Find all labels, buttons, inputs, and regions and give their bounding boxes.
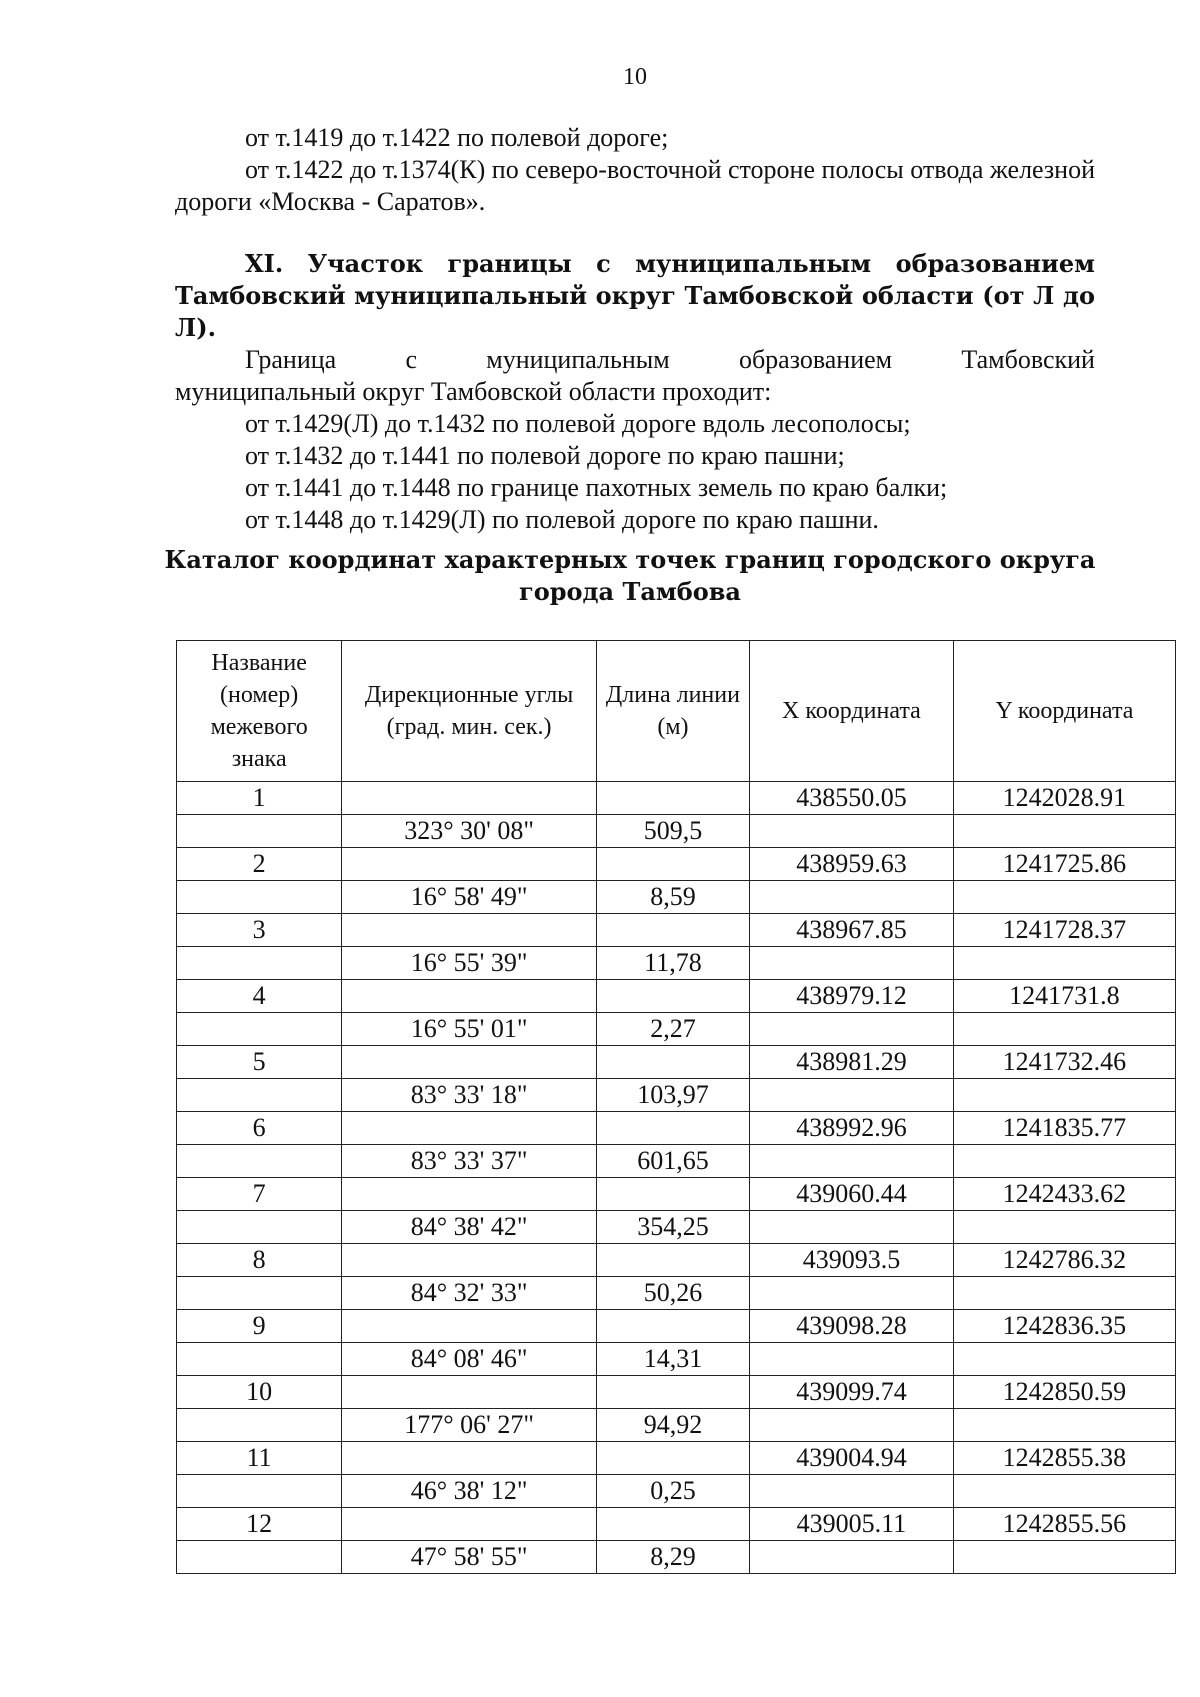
cell-x-coordinate	[750, 1475, 954, 1508]
cell-line-length	[596, 1178, 749, 1211]
heading-word: XI.	[245, 249, 284, 278]
cell-direction-angle	[342, 1244, 597, 1277]
cell-mark-name: 9	[177, 1310, 342, 1343]
cell-y-coordinate	[953, 1079, 1175, 1112]
section-heading	[175, 248, 1095, 344]
cell-direction-angle: 47° 58' 55"	[342, 1541, 597, 1574]
cell-mark-name: 11	[177, 1442, 342, 1475]
cell-direction-angle	[342, 1046, 597, 1079]
heading-word: с	[596, 249, 611, 278]
cell-y-coordinate	[953, 1475, 1175, 1508]
cell-x-coordinate: 439098.28	[750, 1310, 954, 1343]
table-row	[177, 1376, 1176, 1409]
cell-y-coordinate: 1241732.46	[953, 1046, 1175, 1079]
cell-x-coordinate: 439004.94	[750, 1442, 954, 1475]
body-word: образованием	[738, 345, 893, 374]
cell-x-coordinate	[750, 1343, 954, 1376]
cell-x-coordinate	[750, 1211, 954, 1244]
cell-direction-angle: 83° 33' 37"	[342, 1145, 597, 1178]
header-line-length: Длина линии (м)	[596, 641, 749, 782]
cell-line-length: 2,27	[596, 1013, 749, 1046]
cell-mark-name: 4	[177, 980, 342, 1013]
cell-direction-angle	[342, 848, 597, 881]
cell-direction-angle: 46° 38' 12"	[342, 1475, 597, 1508]
heading-word: образованием	[895, 249, 1095, 278]
cell-mark-name	[177, 815, 342, 848]
cell-y-coordinate: 1242850.59	[953, 1376, 1175, 1409]
coordinates-table	[176, 640, 1176, 1574]
cell-y-coordinate: 1242855.56	[953, 1508, 1175, 1541]
cell-mark-name	[177, 1541, 342, 1574]
table-row	[177, 1442, 1176, 1475]
table-row	[177, 914, 1176, 947]
table-row	[177, 1013, 1176, 1046]
cell-direction-angle	[342, 1178, 597, 1211]
cell-direction-angle: 84° 32' 33"	[342, 1277, 597, 1310]
cell-line-length	[596, 1508, 749, 1541]
cell-direction-angle: 84° 38' 42"	[342, 1211, 597, 1244]
cell-direction-angle	[342, 914, 597, 947]
cell-line-length	[596, 1376, 749, 1409]
cell-line-length	[596, 1310, 749, 1343]
section-xi	[175, 248, 1095, 536]
cell-mark-name: 8	[177, 1244, 342, 1277]
cell-y-coordinate	[953, 947, 1175, 980]
cell-x-coordinate: 438981.29	[750, 1046, 954, 1079]
boundary-segment: от т.1429(Л) до т.1432 по полевой дороге вдоль лесополосы;	[245, 409, 911, 438]
cell-x-coordinate	[750, 1277, 954, 1310]
cell-y-coordinate	[953, 1211, 1175, 1244]
cell-line-length	[596, 980, 749, 1013]
table-row	[177, 815, 1176, 848]
table-row	[177, 1508, 1176, 1541]
cell-mark-name	[177, 1475, 342, 1508]
cell-x-coordinate: 439060.44	[750, 1178, 954, 1211]
cell-x-coordinate: 439099.74	[750, 1376, 954, 1409]
cell-line-length: 11,78	[596, 947, 749, 980]
cell-line-length: 94,92	[596, 1409, 749, 1442]
cell-direction-angle	[342, 1310, 597, 1343]
table-row	[177, 1277, 1176, 1310]
cell-y-coordinate: 1242855.38	[953, 1442, 1175, 1475]
cell-y-coordinate: 1241728.37	[953, 914, 1175, 947]
cell-line-length	[596, 848, 749, 881]
section-body-line1	[175, 344, 1095, 376]
cell-mark-name	[177, 1343, 342, 1376]
cell-x-coordinate	[750, 1013, 954, 1046]
section-body-line2: муниципальный округ Тамбовской области проходит:	[175, 377, 772, 406]
cell-direction-angle: 177° 06' 27"	[342, 1409, 597, 1442]
cell-y-coordinate	[953, 1145, 1175, 1178]
cell-y-coordinate	[953, 1409, 1175, 1442]
cell-direction-angle: 84° 08' 46"	[342, 1343, 597, 1376]
cell-x-coordinate: 438979.12	[750, 980, 954, 1013]
cell-x-coordinate	[750, 1145, 954, 1178]
boundary-segment: от т.1432 до т.1441 по полевой дороге по краю пашни;	[245, 441, 845, 470]
cell-line-length	[596, 914, 749, 947]
heading-word: муниципальным	[635, 249, 872, 278]
cell-mark-name: 7	[177, 1178, 342, 1211]
cell-x-coordinate: 438992.96	[750, 1112, 954, 1145]
cell-mark-name: 6	[177, 1112, 342, 1145]
table-header-row	[177, 641, 1176, 782]
heading-word: границы	[447, 249, 572, 278]
table-row	[177, 1046, 1176, 1079]
table-row	[177, 1145, 1176, 1178]
cell-mark-name: 3	[177, 914, 342, 947]
header-x-coordinate: X координата	[750, 641, 954, 782]
table-row	[177, 1475, 1176, 1508]
cell-direction-angle	[342, 782, 597, 815]
cell-line-length: 50,26	[596, 1277, 749, 1310]
cell-direction-angle	[342, 1508, 597, 1541]
cell-line-length: 0,25	[596, 1475, 749, 1508]
cell-y-coordinate: 1242028.91	[953, 782, 1175, 815]
cell-x-coordinate	[750, 947, 954, 980]
cell-y-coordinate: 1242786.32	[953, 1244, 1175, 1277]
table-row	[177, 1211, 1176, 1244]
cell-mark-name	[177, 947, 342, 980]
table-row	[177, 1178, 1176, 1211]
header-direction-angle: Дирекционные углы (град. мин. сек.)	[342, 641, 597, 782]
cell-mark-name	[177, 1079, 342, 1112]
cell-line-length	[596, 1244, 749, 1277]
cell-y-coordinate: 1242836.35	[953, 1310, 1175, 1343]
cell-mark-name	[177, 881, 342, 914]
body-word: Тамбовский	[961, 345, 1095, 374]
table-row	[177, 980, 1176, 1013]
cell-mark-name	[177, 1409, 342, 1442]
cell-line-length: 509,5	[596, 815, 749, 848]
table-row	[177, 1409, 1176, 1442]
cell-mark-name	[177, 1211, 342, 1244]
cell-x-coordinate: 439005.11	[750, 1508, 954, 1541]
intro-line: от т.1422 до т.1374(К) по северо-восточной стороне полосы отвода железной дороги «Москва - Саратов».	[175, 155, 1095, 216]
cell-line-length	[596, 782, 749, 815]
catalog-title-line1: Каталог координат характерных точек границ городского округа	[164, 545, 1096, 574]
section-heading-line2: Тамбовский муниципальный округ Тамбовской области (от Л до Л).	[175, 281, 1095, 342]
table-row	[177, 1541, 1176, 1574]
table-row	[177, 848, 1176, 881]
cell-y-coordinate	[953, 1541, 1175, 1574]
cell-line-length	[596, 1442, 749, 1475]
intro-paragraph	[175, 122, 1095, 218]
header-y-coordinate: Y координата	[953, 641, 1175, 782]
boundary-segment: от т.1441 до т.1448 по границе пахотных земель по краю балки;	[245, 473, 948, 502]
cell-x-coordinate	[750, 1409, 954, 1442]
cell-line-length: 8,29	[596, 1541, 749, 1574]
intro-line: от т.1419 до т.1422 по полевой дороге;	[245, 123, 669, 152]
cell-x-coordinate: 438550.05	[750, 782, 954, 815]
cell-y-coordinate: 1241835.77	[953, 1112, 1175, 1145]
cell-direction-angle	[342, 1112, 597, 1145]
heading-word: Участок	[307, 249, 424, 278]
cell-line-length: 354,25	[596, 1211, 749, 1244]
table-row	[177, 881, 1176, 914]
cell-mark-name: 5	[177, 1046, 342, 1079]
cell-mark-name: 10	[177, 1376, 342, 1409]
cell-x-coordinate	[750, 1079, 954, 1112]
cell-direction-angle: 16° 55' 01"	[342, 1013, 597, 1046]
cell-y-coordinate: 1242433.62	[953, 1178, 1175, 1211]
cell-mark-name	[177, 1013, 342, 1046]
cell-direction-angle	[342, 980, 597, 1013]
cell-direction-angle: 16° 58' 49"	[342, 881, 597, 914]
table-row	[177, 1244, 1176, 1277]
cell-line-length	[596, 1112, 749, 1145]
table-row	[177, 1310, 1176, 1343]
table-row	[177, 1343, 1176, 1376]
body-word: с	[405, 345, 417, 374]
table-body	[177, 782, 1176, 1574]
cell-x-coordinate	[750, 815, 954, 848]
cell-direction-angle	[342, 1376, 597, 1409]
cell-direction-angle: 16° 55' 39"	[342, 947, 597, 980]
cell-x-coordinate: 438959.63	[750, 848, 954, 881]
cell-mark-name: 12	[177, 1508, 342, 1541]
catalog-title-line2: города Тамбова	[519, 577, 741, 606]
cell-line-length: 601,65	[596, 1145, 749, 1178]
cell-mark-name	[177, 1145, 342, 1178]
boundary-segment: от т.1448 до т.1429(Л) по полевой дороге по краю пашни.	[245, 505, 879, 534]
cell-line-length: 8,59	[596, 881, 749, 914]
cell-line-length: 14,31	[596, 1343, 749, 1376]
cell-y-coordinate: 1241725.86	[953, 848, 1175, 881]
cell-y-coordinate	[953, 1277, 1175, 1310]
header-mark-name: Название (номер) межевого знака	[177, 641, 342, 782]
body-word: муниципальным	[486, 345, 670, 374]
body-word: Граница	[245, 345, 337, 374]
cell-y-coordinate	[953, 815, 1175, 848]
page-number: 10	[623, 64, 647, 90]
table-row	[177, 947, 1176, 980]
table-row	[177, 782, 1176, 815]
cell-y-coordinate	[953, 881, 1175, 914]
catalog-title	[160, 544, 1100, 608]
cell-x-coordinate	[750, 881, 954, 914]
cell-mark-name: 1	[177, 782, 342, 815]
cell-x-coordinate	[750, 1541, 954, 1574]
cell-y-coordinate: 1241731.8	[953, 980, 1175, 1013]
section-heading-line1	[175, 248, 1095, 280]
cell-x-coordinate: 439093.5	[750, 1244, 954, 1277]
cell-x-coordinate: 438967.85	[750, 914, 954, 947]
cell-mark-name: 2	[177, 848, 342, 881]
cell-direction-angle: 83° 33' 18"	[342, 1079, 597, 1112]
cell-direction-angle	[342, 1442, 597, 1475]
table-row	[177, 1079, 1176, 1112]
table-row	[177, 1112, 1176, 1145]
cell-line-length: 103,97	[596, 1079, 749, 1112]
cell-y-coordinate	[953, 1013, 1175, 1046]
cell-line-length	[596, 1046, 749, 1079]
cell-mark-name	[177, 1277, 342, 1310]
cell-direction-angle: 323° 30' 08"	[342, 815, 597, 848]
cell-y-coordinate	[953, 1343, 1175, 1376]
